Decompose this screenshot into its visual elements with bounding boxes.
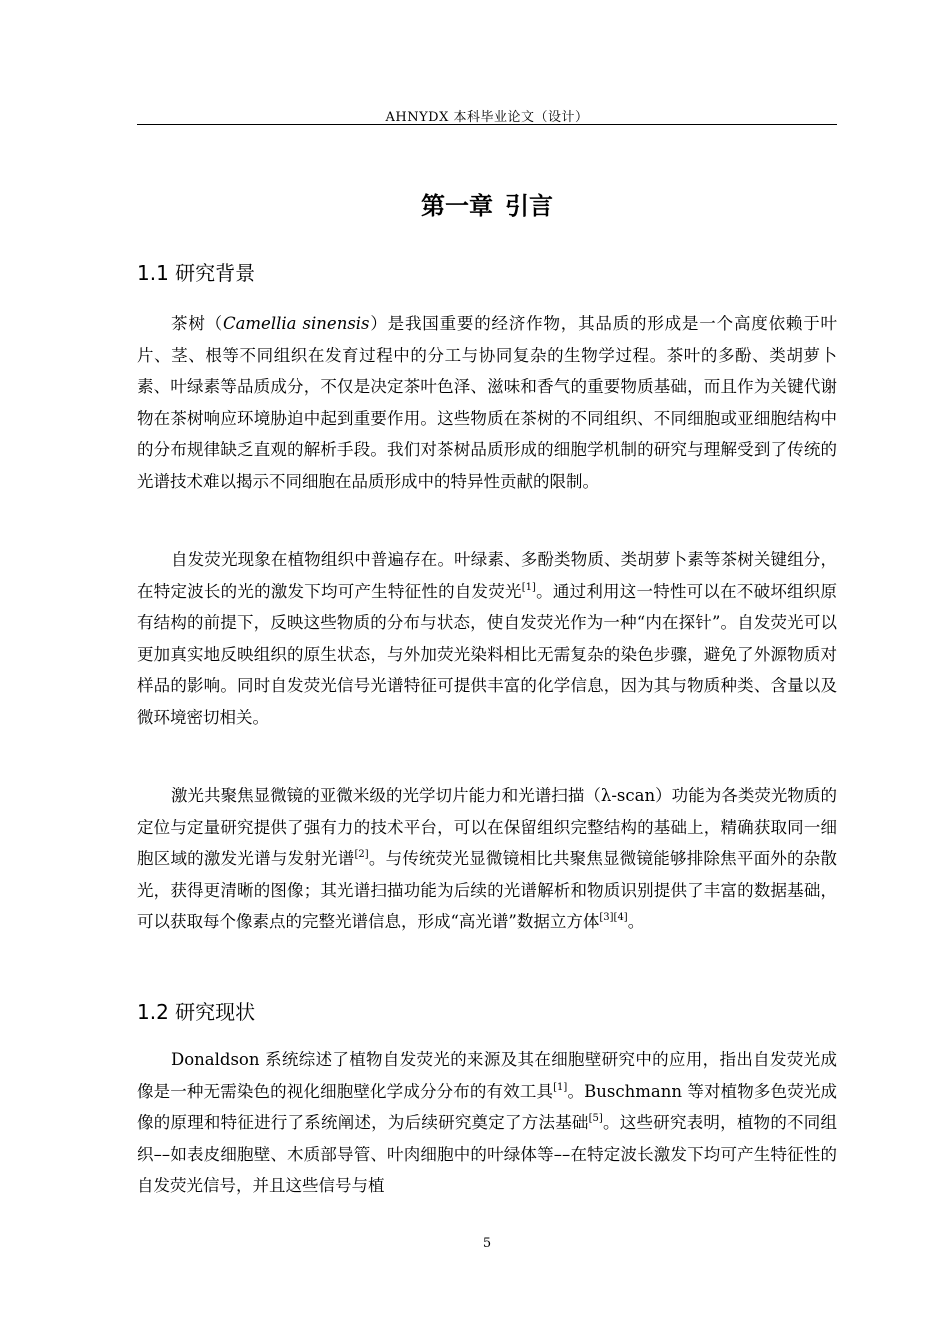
running-header: AHNYDX 本科毕业论文（设计） [385, 110, 589, 125]
citation-ref: [1] [553, 1081, 568, 1093]
paragraph-background-3 [137, 780, 837, 938]
text-run: 。Buschmann 等对植物多色荧光成像的原理和特征进行了系统阐述，为后续研究奠定了方法基础 [137, 1081, 838, 1132]
section-heading-1-1: 1.1 研究背景 [137, 261, 256, 285]
citation-ref: [1] [521, 581, 536, 593]
chapter-number: 第一章 [421, 192, 493, 220]
text-run: 。 [627, 912, 645, 931]
citation-ref: [5] [588, 1113, 603, 1124]
text-run: 自发荧光现象在植物组织中普遍存在。叶绿素、多酚类物质、类胡萝卜素等茶树关键组分，在特定波长的光的激发下均可产生特征性的自发荧光 [137, 550, 837, 601]
paragraph-background-2 [137, 544, 837, 733]
chapter-name: 引言 [505, 192, 553, 220]
text-run: 。这些研究表明，植物的不同组织––如表皮细胞壁、木质部导管、叶肉细胞中的叶绿体等––在特定波长激发下均可产生特征性的自发荧光信号，并且这些信号与植 [137, 1113, 838, 1195]
paragraph-status-1 [137, 1044, 837, 1202]
text-run: ）是我国重要的经济作物，其品质的形成是一个高度依赖于叶片、茎、根等不同组织在发育过程中的分工与协同复杂的生物学过程。茶叶的多酚、类胡萝卜素、叶绿素等品质成分，不仅是决定茶叶色泽、滋味和香气的重要物质基础，而且作为关键代谢物在茶树响应环境胁迫中起到重要作用。这些物质在茶树的不同组织、不同细胞或亚细胞结构中的分布规律缺乏直观的解析手段。我们对茶树品质形成的细胞学机制的研究与理解受到了传统的光谱技术难以揭示不同细胞在品质形成中的特异性贡献的限制。 [137, 314, 838, 491]
citation-ref: [3][4] [599, 912, 628, 923]
text-run: 。与传统荧光显微镜相比共聚焦显微镜能够排除焦平面外的杂散光，获得更清晰的图像；其光谱扫描功能为后续的光谱解析和物质识别提供了丰富的数据基础，可以获取每个像素点的完整光谱信息，形成“高光谱”数据立方体 [137, 849, 838, 931]
header-rule [137, 124, 837, 125]
text-run: 茶树（ [171, 314, 223, 333]
paragraph-background-1 [137, 308, 837, 497]
latin-name: Camellia sinensis [222, 314, 370, 333]
text-run: 激光共聚焦显微镜的亚微米级的光学切片能力和光谱扫描（λ-scan）功能为各类荧光物质的定位与定量研究提供了强有力的技术平台，可以在保留组织完整结构的基础上，精确获取同一细胞区域的激发光谱与发射光谱 [137, 786, 837, 868]
citation-ref: [2] [354, 849, 369, 860]
section-heading-1-2: 1.2 研究现状 [137, 1000, 256, 1024]
page-number: 5 [482, 1236, 492, 1251]
text-run: 。通过利用这一特性可以在不破坏组织原有结构的前提下，反映这些物质的分布与状态，使自发荧光作为一种“内在探针”。自发荧光可以更加真实地反映组织的原生状态，与外加荧光染料相比无需复杂的染色步骤，避免了外源物质对样品的影响。同时自发荧光信号光谱特征可提供丰富的化学信息，因为其与物质种类、含量以及微环境密切相关。 [137, 581, 838, 727]
text-run: Donaldson 系统综述了植物自发荧光的来源及其在细胞壁研究中的应用，指出自发荧光成像是一种无需染色的视化细胞壁化学成分分布的有效工具 [137, 1050, 837, 1101]
chapter-title [137, 186, 837, 221]
